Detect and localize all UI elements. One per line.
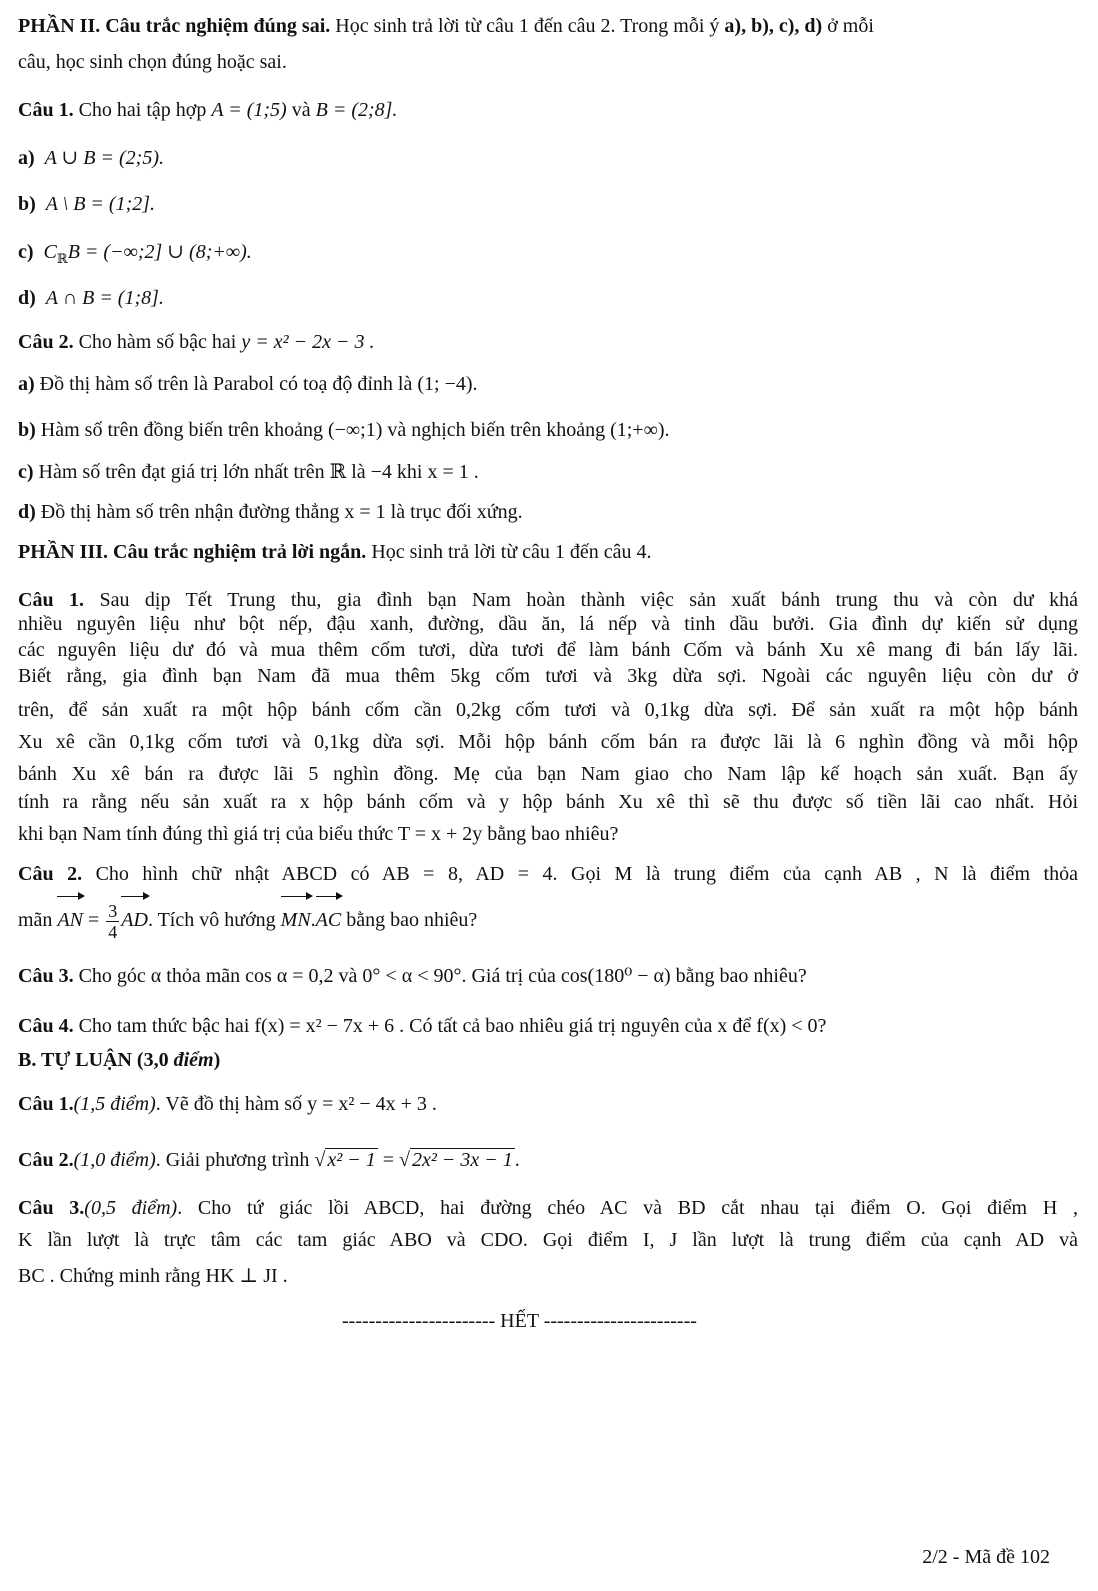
option-label: d): [18, 287, 36, 309]
complement-symbol: C: [43, 241, 57, 263]
p3-q1-line6: Xu xê cần 0,1kg cốm tươi và 0,1kg dừa sợi. Mỗi hộp bánh cốm bán ra được lãi là 6 nghìn đồng và mỗi hộp: [18, 731, 1078, 753]
radicand: x² − 1: [327, 1149, 376, 1171]
question-label: Câu 1.: [18, 99, 74, 121]
question-label: Câu 2.: [18, 331, 74, 353]
p2-q2-option-c: [18, 460, 479, 484]
equals: =: [83, 909, 105, 931]
question-text: Sau dịp Tết Trung thu, gia đình bạn Nam hoàn thành việc sản xuất bánh trung thu và còn dư khá: [84, 589, 1078, 611]
part2-intro-options: a), b), c), d): [724, 15, 823, 37]
question-points: (1,5 điểm): [73, 1093, 156, 1115]
part2-intro-end: ở mỗi: [822, 15, 874, 37]
question-text: Cho hai tập hợp: [73, 99, 212, 121]
question-label: Câu 3.: [18, 1197, 85, 1219]
part2-heading: PHẦN II. Câu trắc nghiệm đúng sai.: [18, 15, 331, 37]
fraction-three-quarters: [106, 901, 119, 942]
p2-q2-option-d: [18, 500, 523, 524]
option-label: b): [18, 193, 36, 215]
page-footer: 2/2 - Mã đề 102: [922, 1546, 1050, 1568]
question-text: Cho tam thức bậc hai f(x) = x² − 7x + 6 . Có tất cả bao nhiêu giá trị nguyên của x để f(x) < 0?: [73, 1015, 827, 1037]
part3-heading: PHẦN III. Câu trắc nghiệm trả lời ngắn.: [18, 541, 367, 563]
p3-q1-line2: nhiều nguyên liệu như bột nếp, đậu xanh, đường, dầu ăn, lá nếp và tinh dầu bưởi. Gia đình dự kiến sử dụng: [18, 613, 1078, 635]
question-label: Câu 2.: [18, 863, 83, 885]
option-label: a): [18, 147, 35, 169]
p3-q1-line3: các nguyên liệu dư đó và mua thêm cốm tươi, dừa tươi để làm bánh Cốm và bánh Xu xê mang đi bán lấy lãi.: [18, 639, 1078, 661]
vector-ad: AD: [121, 898, 148, 942]
heading-end: ): [213, 1049, 221, 1071]
fraction-denominator: 4: [108, 921, 118, 942]
option-label: c): [18, 461, 34, 483]
text: . Tích vô hướng: [147, 909, 281, 931]
vector-an: AN: [57, 898, 83, 942]
part2-intro-line2: câu, học sinh chọn đúng hoặc sai.: [18, 51, 287, 73]
option-text: Hàm số trên đồng biến trên khoảng (−∞;1) và nghịch biến trên khoảng (1;+∞).: [35, 419, 670, 441]
partB-q3-line2: K lần lượt là trực tâm các tam giác ABO và CDO. Gọi điểm I, J lần lượt là trung điểm của cạnh AD và: [18, 1229, 1078, 1251]
radicand: 2x² − 3x − 1: [412, 1149, 513, 1171]
p3-q1-line9: khi bạn Nam tính đúng thì giá trị của biểu thức T = x + 2y bằng bao nhiêu?: [18, 823, 619, 845]
part2-intro-line: [18, 14, 874, 38]
p3-q1-line4: Biết rằng, gia đình bạn Nam đã mua thêm 5kg cốm tươi và 3kg dừa sợi. Ngoài các nguyên liệu còn dư ở: [18, 665, 1078, 687]
option-text: A \ B = (1;2].: [45, 193, 156, 215]
part2-intro: Học sinh trả lời từ câu 1 đến câu 2. Trong mỗi ý: [330, 15, 725, 37]
period: .: [514, 1149, 520, 1171]
p2-q1-option-d: [18, 286, 164, 310]
option-text: A ∩ B = (1;8].: [45, 287, 164, 309]
question-label: Câu 1.: [18, 589, 85, 611]
p3-q1-line1: [18, 588, 1078, 612]
question-text: Cho hàm số bậc hai: [73, 331, 242, 353]
partB-q3-line1: [18, 1196, 1078, 1220]
option-label: d): [18, 501, 36, 523]
p3-q2-line1: [18, 862, 1078, 886]
p2-q1-option-a: [18, 146, 164, 170]
p2-q1-stem: [18, 98, 397, 122]
end-marker: ----------------------- HẾT -----------------------: [342, 1310, 697, 1332]
sqrt-left: √ x² − 1: [314, 1149, 376, 1171]
partB-q1: [18, 1092, 437, 1116]
set-b: B = (2;8].: [315, 99, 398, 121]
set-a: A = (1;5): [211, 99, 287, 121]
p2-q1-option-c: [18, 240, 252, 271]
partB-q3-line3: BC . Chứng minh rằng HK ⊥ JI .: [18, 1265, 288, 1287]
question-points: (1,0 điểm): [73, 1149, 156, 1171]
partB-heading: [18, 1048, 220, 1072]
heading-text: B. TỰ LUẬN (3,0: [18, 1049, 174, 1071]
p2-q1-option-b: [18, 192, 155, 216]
question-text: . Vẽ đồ thị hàm số y = x² − 4x + 3 .: [155, 1093, 437, 1115]
text: mãn: [18, 909, 58, 931]
option-text: Hàm số trên đạt giá trị lớn nhất trên ℝ là −4 khi x = 1 .: [33, 461, 479, 483]
option-label: c): [18, 241, 34, 263]
fraction-numerator: 3: [108, 900, 118, 921]
complement-subscript: ℝ: [56, 251, 68, 266]
equals: =: [377, 1149, 400, 1171]
p3-q3: [18, 964, 807, 988]
partB-q2: [18, 1148, 520, 1172]
quadratic-function: y = x² − 2x − 3 .: [241, 331, 375, 353]
heading-italic: điểm: [173, 1049, 214, 1071]
option-label: b): [18, 419, 36, 441]
p3-q1-line8: tính ra rằng nếu sản xuất ra x hộp bánh cốm và y hộp bánh Xu xê thì sẽ thu được số tiền lãi cao nhất. Hỏi: [18, 791, 1078, 813]
text: bằng bao nhiêu?: [341, 909, 478, 931]
question-points: (0,5 điểm): [84, 1197, 178, 1219]
vector-ac: AC: [316, 898, 342, 942]
p3-q2-line2: [18, 898, 477, 946]
dot-operator: .: [310, 909, 316, 931]
option-text: B = (−∞;2] ∪ (8;+∞).: [67, 241, 252, 263]
question-label: Câu 2.: [18, 1149, 74, 1171]
part3-intro-line: [18, 540, 652, 564]
option-label: a): [18, 373, 35, 395]
conj: và: [286, 99, 316, 121]
question-label: Câu 3.: [18, 965, 74, 987]
option-text: Đồ thị hàm số trên là Parabol có toạ độ đỉnh là (1; −4).: [34, 373, 478, 395]
question-text: . Giải phương trình: [155, 1149, 315, 1171]
vector-mn: MN: [281, 898, 311, 942]
question-label: Câu 1.: [18, 1093, 74, 1115]
p2-q2-option-a: [18, 372, 478, 396]
option-text: A ∪ B = (2;5).: [44, 147, 164, 169]
question-label: Câu 4.: [18, 1015, 74, 1037]
p3-q4: [18, 1014, 826, 1038]
question-text: . Cho tứ giác lồi ABCD, hai đường chéo AC và BD cắt nhau tại điểm O. Gọi điểm H ,: [177, 1197, 1078, 1219]
part3-intro: Học sinh trả lời từ câu 1 đến câu 4.: [366, 541, 652, 563]
p2-q2-option-b: [18, 418, 670, 442]
question-text: Cho góc α thỏa mãn cos α = 0,2 và 0° < α < 90°. Giá trị của cos(180⁰ − α) bằng bao nhiêu?: [73, 965, 807, 987]
p3-q1-line7: bánh Xu xê bán ra được lãi 5 nghìn đồng. Mẹ của bạn Nam giao cho Nam lập kế hoạch sản xuất. Bạn ấy: [18, 763, 1078, 785]
option-text: Đồ thị hàm số trên nhận đường thẳng x = 1 là trục đối xứng.: [35, 501, 523, 523]
sqrt-right: √ 2x² − 3x − 1: [399, 1149, 513, 1171]
p2-q2-stem: [18, 330, 374, 354]
question-text: Cho hình chữ nhật ABCD có AB = 8, AD = 4. Gọi M là trung điểm của cạnh AB , N là điểm thỏa: [82, 863, 1078, 885]
p3-q1-line5: trên, để sản xuất ra một hộp bánh cốm cần 0,2kg cốm tươi và 0,1kg dừa sợi. Để sản xuất ra một hộp bánh: [18, 699, 1078, 721]
